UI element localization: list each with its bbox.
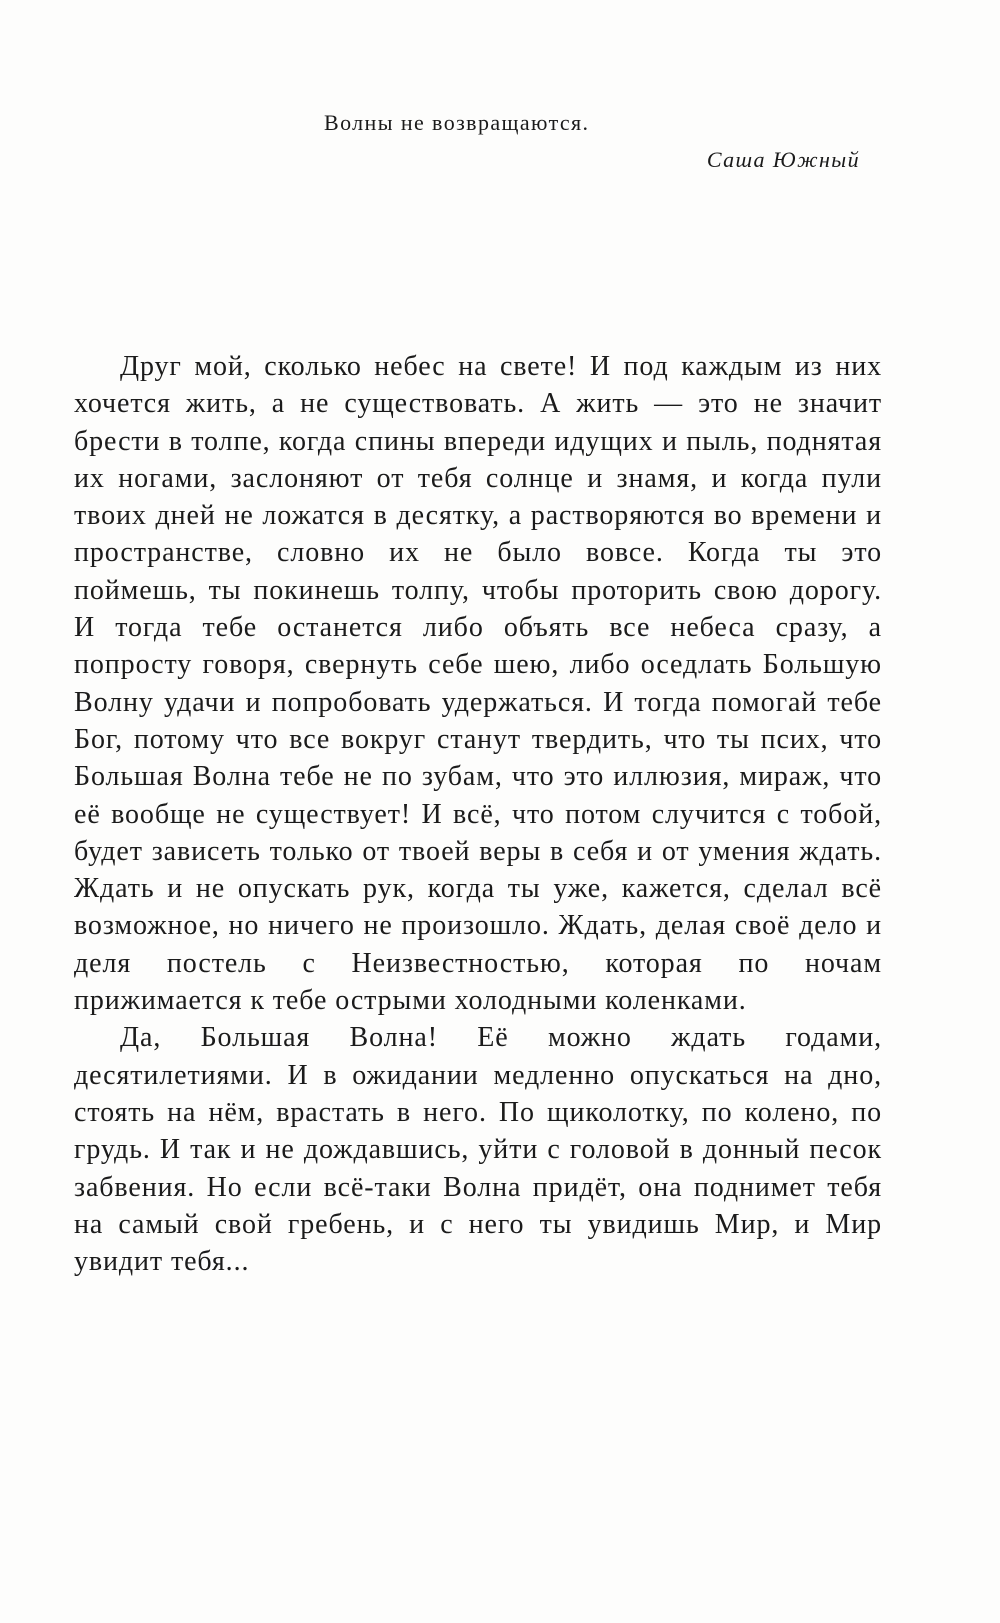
paragraph-2: Да, Большая Волна! Её можно ждать годами, десятилетиями. И в ожидании медленно опускаться на дно, стоять на нём, врастать в него. По щиколотку, по колено, по грудь. И так и не дождавшись, уйти с головой в донный песок забвения. Но если всё-таки Волна придёт, она поднимет тебя на самый свой гребень, и с него ты увидишь Мир, и Мир увидит тебя... xyxy=(74,1022,882,1278)
paragraph-1: Друг мой, сколько небес на свете! И под каждым из них хочется жить, а не существовать. А жить — это не значит брести в толпе, когда спины впереди идущих и пыль, поднятая их ногами, заслоняют от тебя солнце и знамя, и когда пули твоих дней не ложатся в десятку, а растворяются во времени и пространстве, словно их не было вовсе. Когда ты это поймешь, ты покинешь толпу, чтобы проторить свою дорогу. И тогда тебе останется либо объять все небеса сразу, а попросту говоря, свернуть себе шею, либо оседлать Большую Волну удачи и попробовать удержаться. И тогда помогай тебе Бог, потому что все вокруг станут твердить, что ты псих, что Большая Волна тебе не по зубам, что это иллюзия, мираж, что её вообще не существует! И всё, что потом случится с тобой, будет зависеть только от твоей веры в себя и от умения ждать. Ждать и не опускать рук, когда ты уже, кажется, сделал всё возможное, но ничего не произошло. Ждать, делая своё дело и деля постель с Неизвестностью, которая по ночам прижимается к тебе острыми холодными коленками. xyxy=(74,351,882,1017)
epigraph xyxy=(300,104,860,178)
main-text xyxy=(74,348,882,1280)
epigraph-author: Саша Южный xyxy=(706,147,860,172)
epigraph-quote: Волны не возвращаются. xyxy=(324,110,590,135)
